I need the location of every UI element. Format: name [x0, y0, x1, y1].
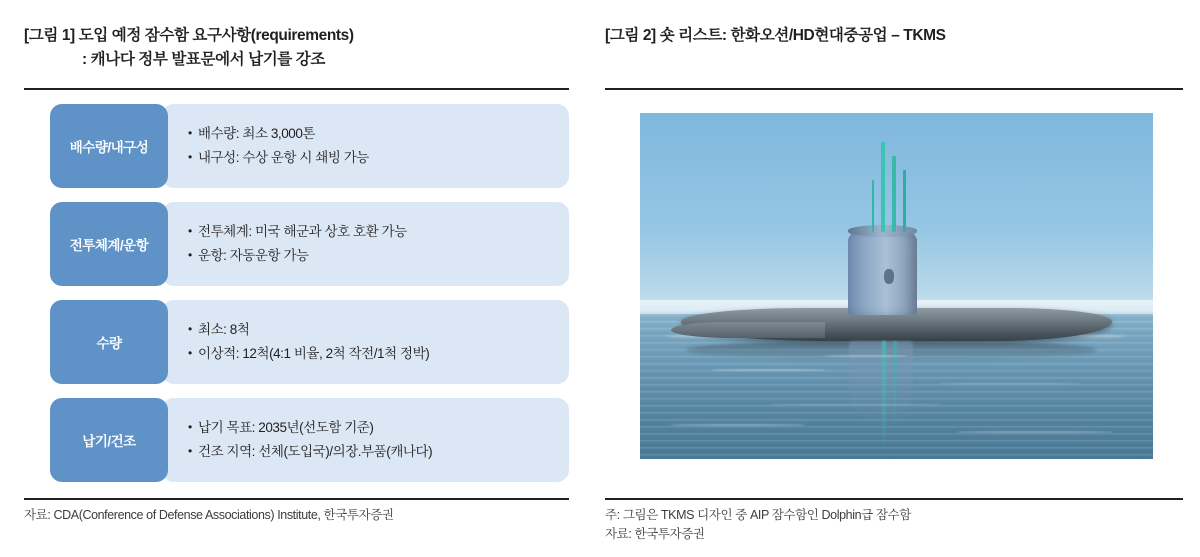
bullet-dot-icon: •: [188, 444, 192, 458]
figure-2-note: 주: 그림은 TKMS 디자인 중 AIP 잠수함인 Dolphin급 잠수함: [605, 508, 911, 522]
figure-1-title-line2: : 캐나다 정부 발표문에서 납기를 강조: [82, 51, 325, 69]
bullet-dot-icon: •: [188, 322, 192, 337]
list-item: [188, 244, 553, 268]
row-body-displacement: [162, 104, 569, 188]
figure-1-panel: [0, 0, 588, 557]
snorkel-mast-icon: [903, 170, 906, 232]
list-item: [188, 122, 553, 146]
water-ripple: [712, 369, 825, 371]
figure-2-title: [그림 2] 숏 리스트: 한화오션/HD현대중공업 – TKMS: [605, 27, 946, 44]
row-label-delivery: 납기/건조: [50, 398, 168, 482]
water-ripple: [958, 431, 1112, 433]
figure-1-top-rule: [24, 88, 569, 90]
periscope-mast-icon: [881, 142, 885, 232]
submarine-photo-scene: [640, 113, 1153, 459]
list-item-text: 납기 목표: 2035년(선도함 기준): [198, 420, 374, 436]
figure-2-source: 자료: 한국투자증권: [605, 526, 705, 541]
list-item-text: 최소: 8척: [198, 322, 250, 338]
list-item: [188, 440, 553, 464]
row-body-quantity: [162, 300, 569, 384]
table-row: [24, 398, 569, 482]
row-body-combat-system: [162, 202, 569, 286]
figure-2-top-rule: [605, 88, 1183, 90]
bullet-dot-icon: •: [188, 248, 192, 262]
mast-reflection: [882, 341, 886, 445]
list-item: [188, 416, 553, 440]
row-label-combat-system: 전투체계/운항: [50, 202, 168, 286]
list-item-text: 전투체계: 미국 해군과 상호 호환 가능: [198, 224, 407, 240]
list-item-text: 내구성: 수상 운항 시 쇄빙 가능: [198, 150, 369, 165]
water-ripple: [825, 355, 907, 357]
submarine-bow: [671, 322, 825, 338]
conning-tower: [848, 229, 917, 316]
conning-tower-window: [884, 269, 895, 285]
mast-reflection-secondary: [893, 341, 897, 424]
requirements-list: [24, 104, 569, 482]
figure-1-bottom-rule: [24, 498, 569, 500]
list-item-text: 운항: 자동운항 가능: [198, 248, 309, 263]
table-row: [24, 202, 569, 286]
table-row: [24, 300, 569, 384]
list-item-text: 이상적: 12척(4:1 비율, 2척 작전/1척 정박): [198, 346, 430, 361]
list-item: [188, 146, 553, 170]
submarine-photo: [640, 113, 1153, 459]
bullet-dot-icon: •: [188, 224, 192, 239]
row-label-quantity: 수량: [50, 300, 168, 384]
bullet-dot-icon: •: [188, 126, 192, 141]
water-ripple: [671, 424, 804, 426]
bullet-dot-icon: •: [188, 346, 192, 360]
list-item-text: 배수량: 최소 3,000톤: [198, 126, 315, 142]
figure-2-notes: [605, 506, 911, 544]
list-item: [188, 318, 553, 342]
list-item-text: 건조 지역: 선체(도입국)/의장.부품(캐나다): [198, 444, 433, 459]
antenna-mast-icon: [892, 156, 896, 232]
list-item: [188, 220, 553, 244]
row-label-displacement: 배수량/내구성: [50, 104, 168, 188]
figure-1-title-line1: [그림 1] 도입 예정 잠수함 요구사항(requirements): [24, 27, 354, 44]
bullet-dot-icon: •: [188, 420, 192, 435]
table-row: [24, 104, 569, 188]
figure-2-bottom-rule: [605, 498, 1183, 500]
row-body-delivery: [162, 398, 569, 482]
water-ripple: [768, 404, 942, 406]
figure-1-source: 자료: CDA(Conference of Defense Associations) Institute, 한국투자증권: [24, 508, 394, 522]
bullet-dot-icon: •: [188, 150, 192, 164]
figure-1-title: [24, 24, 569, 72]
list-item: [188, 342, 553, 366]
